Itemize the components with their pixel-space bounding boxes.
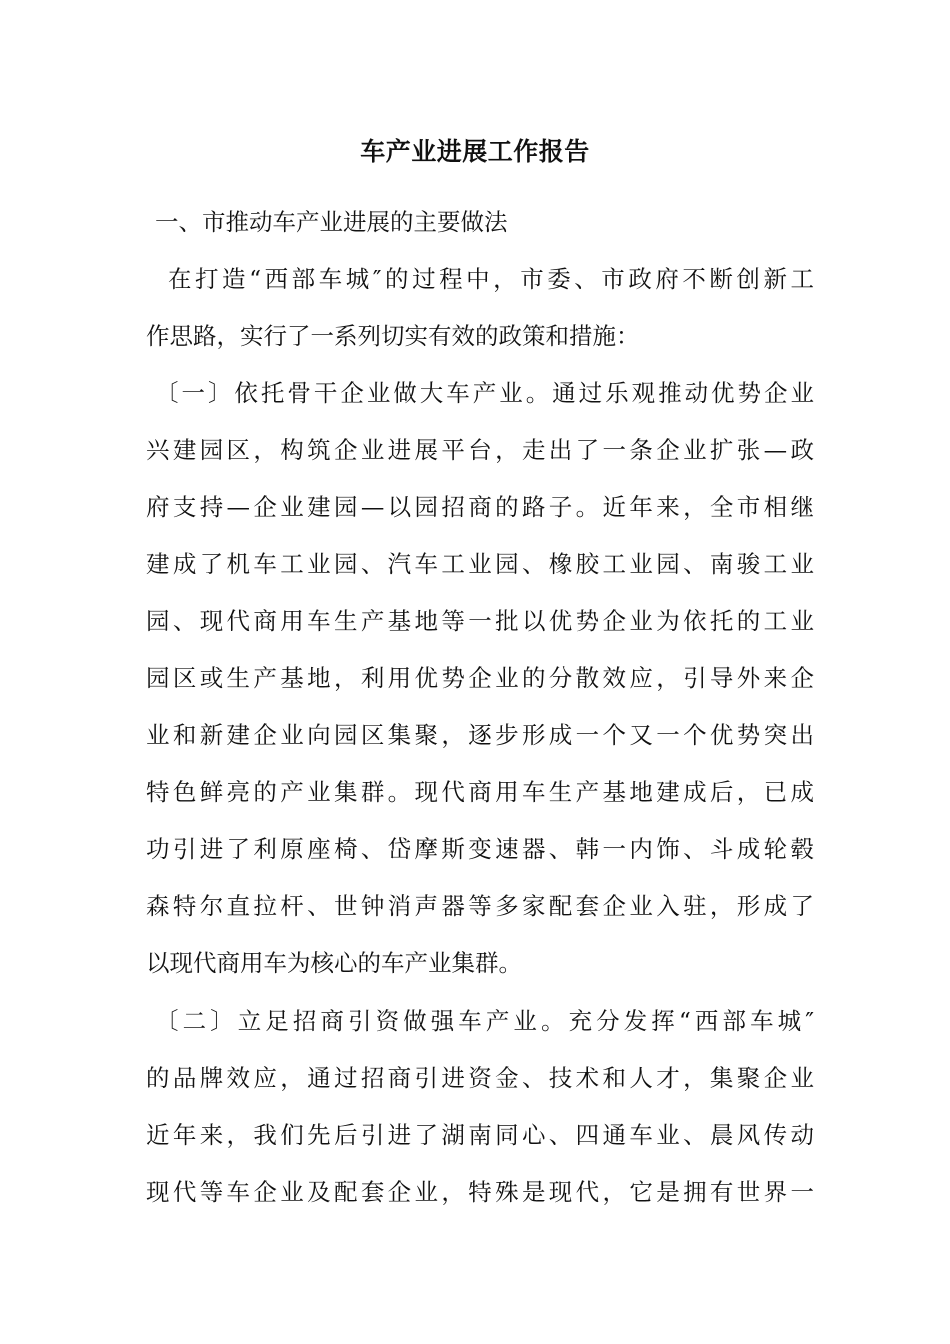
paragraph-line: 的品牌效应，通过招商引进资金、技术和人才，集聚企业 [146, 1064, 814, 1092]
paragraph-line: 近年来，我们先后引进了湖南同心、四通车业、晨风传动 [146, 1121, 814, 1149]
paragraph-line: 〔一〕依托骨干企业做大车产业。通过乐观推动优势企业 [155, 379, 814, 407]
paragraph-line: 兴建园区，构筑企业进展平台，走出了一条企业扩张—政 [146, 436, 814, 464]
paragraph-line: 功引进了利原座椅、岱摩斯变速器、韩一内饰、斗成轮毂 [146, 835, 814, 863]
paragraph-line: 特色鲜亮的产业集群。现代商用车生产基地建成后，已成 [146, 778, 814, 806]
paragraph-line: 在打造“西部车城″的过程中，市委、市政府不断创新工 [168, 265, 814, 293]
section-heading: 一、市推动车产业进展的主要做法 [155, 208, 508, 236]
paragraph-line: 〔二〕立足招商引资做强车产业。充分发挥“西部车城″ [155, 1007, 814, 1035]
paragraph-line: 作思路，实行了一系列切实有效的政策和措施： [146, 322, 640, 350]
paragraph-line: 府支持—企业建园—以园招商的路子。近年来，全市相继 [146, 493, 814, 521]
paragraph-line: 以现代商用车为核心的车产业集群。 [146, 949, 522, 977]
paragraph-line: 园区或生产基地，利用优势企业的分散效应，引导外来企 [146, 664, 814, 692]
paragraph-line: 园、现代商用车生产基地等一批以优势企业为依托的工业 [146, 607, 814, 635]
document-title: 车产业进展工作报告 [360, 137, 590, 166]
paragraph-line: 森特尔直拉杆、世钟消声器等多家配套企业入驻，形成了 [146, 892, 814, 920]
paragraph-line: 业和新建企业向园区集聚，逐步形成一个又一个优势突出 [146, 721, 814, 749]
paragraph-line: 建成了机车工业园、汽车工业园、橡胶工业园、南骏工业 [146, 550, 814, 578]
paragraph-line: 现代等车企业及配套企业，特殊是现代，它是拥有世界一 [146, 1178, 814, 1206]
